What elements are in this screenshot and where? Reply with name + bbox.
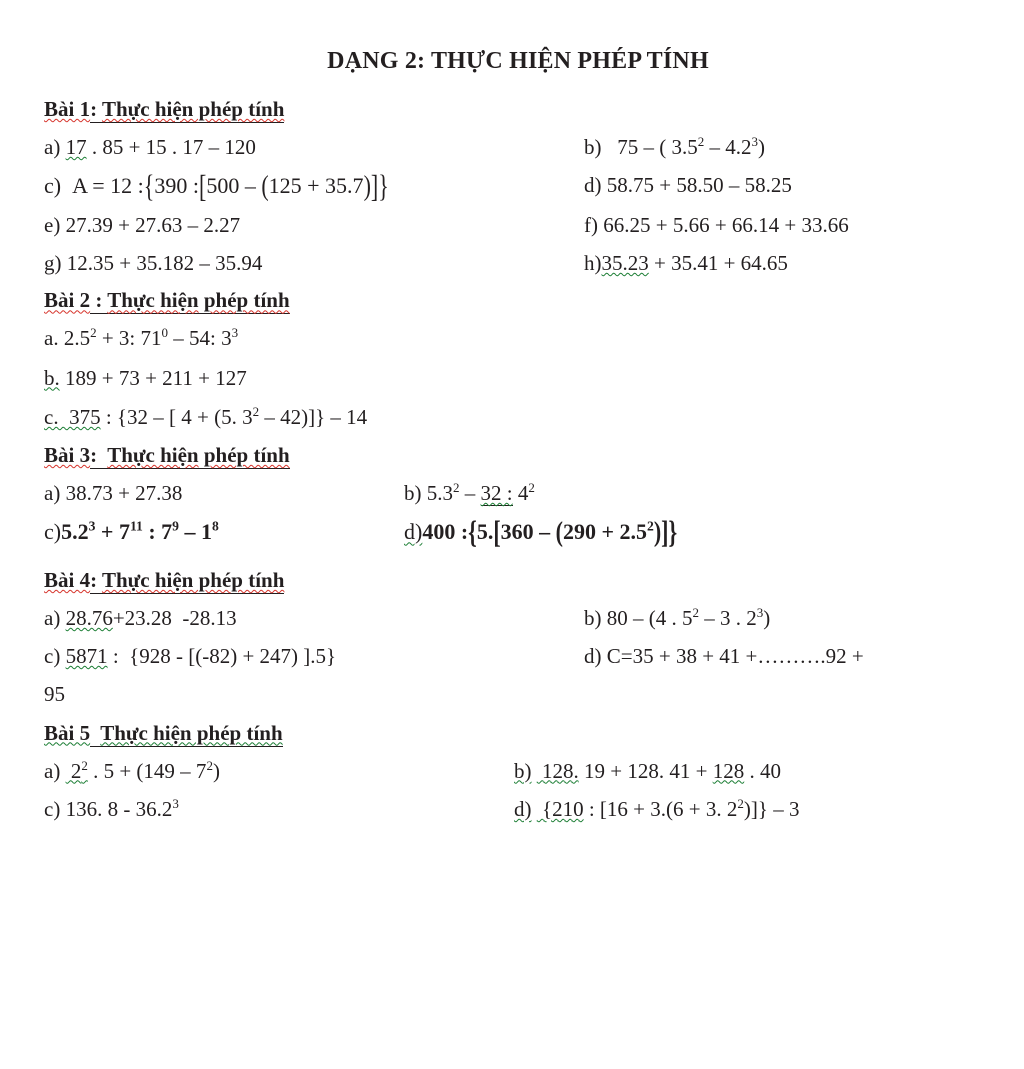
section-heading-bai-1: Bài 1: Thực hiện phép tính [44, 97, 285, 121]
item-label: a) [44, 758, 61, 783]
item-label: a. [44, 326, 59, 351]
exercise-item-3a: a) 38.73 + 27.38 [44, 481, 183, 506]
exercise-item-2b: b. 189 + 73 + 211 + 127 [44, 365, 247, 390]
section-heading-bai-4: Bài 4: Thực hiện phép tính [44, 567, 285, 592]
item-label: c) [44, 796, 61, 821]
item-label: a) [44, 605, 61, 630]
exercise-item-1f: f) 66.25 + 5.66 + 66.14 + 33.66 [584, 212, 849, 237]
exercise-item-3b: b) $5.3^2 - 32$ : $4^2$ [404, 480, 535, 506]
exercise-row [44, 796, 1010, 822]
exercise-row [44, 212, 1010, 238]
item-label: b) [584, 135, 602, 159]
item-label: d) [584, 644, 602, 669]
item-label: b. [44, 365, 60, 390]
exercise-row [44, 605, 1010, 631]
page-title: DẠNG 2: THỰC HIỆN PHÉP TÍNH [327, 48, 709, 74]
exercise-item-1h: h)35.23 + 35.41 + 64.65 [584, 251, 788, 275]
exercise-item-3d: d)400 :{5.[360 – $(290 + 2.5^2)$]} [404, 513, 678, 550]
exercise-row [44, 643, 1010, 669]
exercise-row [44, 134, 1010, 160]
exercise-item-1d: d) 58.75 + 58.50 – 58.25 [584, 173, 792, 198]
item-label: f) [584, 212, 598, 237]
item-label: d) [584, 173, 602, 198]
item-label: c. 375 [44, 404, 101, 429]
item-label: c) [44, 644, 61, 669]
exercise-row [44, 513, 1010, 550]
section-heading-bai-2: Bài 2 : Thực hiện phép tính [44, 288, 290, 313]
exercise-row [44, 480, 1010, 506]
item-label: b) [584, 605, 602, 630]
section-heading-bai-5: Bài 5 Thực hiện phép tính [44, 720, 283, 745]
item-label: d) [404, 519, 423, 545]
exercise-row [44, 250, 1010, 276]
exercise-item-4d-continued: 95 [44, 682, 65, 707]
item-label: g) [44, 251, 62, 275]
item-label: c) [44, 519, 62, 545]
exercise-item-3c: $c)5.2^3 + 7^{11}$ : $7^9 - 1^8$ [44, 519, 219, 545]
exercise-item-4b: b) 80 – (4 . $5^2 - 3$ . $2^3$) [584, 604, 771, 630]
item-label: h) [584, 251, 602, 275]
item-label: d) [514, 796, 532, 821]
exercise-item-2a: a. $2.5^2 + 3$: $71^0 - 54$: $3^3$ [44, 325, 239, 351]
item-label: b) [514, 758, 532, 783]
exercise-item-5a: a) $2^2$ . $5 + (149 - 7^2)$ [44, 757, 220, 783]
exercise-item-1e: e) 27.39 + 27.63 – 2.27 [44, 212, 241, 237]
exercise-item-4d: d) C=35 + 38 + 41 +……….92 + [584, 644, 864, 669]
item-label: a) [44, 135, 61, 159]
exercise-item-5d: d) {210 : [16 + 3.(6 + 3. $2^2)]\} - 3$ [514, 795, 800, 821]
exercise-item-5c: c) 136. 8 - 36.2$^3$ [44, 795, 179, 821]
exercise-item-1c: c) A = 12 :{390 :[500 – (125 + 35.7)]} [44, 167, 389, 204]
exercise-item-2c: c. 375 : {32 – [ 4 + (5. $3^2 - 42)]\} - 14$ [44, 403, 368, 429]
item-label: b) [404, 481, 422, 506]
item-label: e) [44, 212, 61, 237]
exercise-item-1g: g) 12.35 + 35.182 – 35.94 [44, 251, 263, 275]
exercise-item-4c: c) 5871 : {928 - [(-82) + 247) ].5} [44, 644, 337, 669]
exercise-item-4a: a) 28.76+23.28 -28.13 [44, 605, 237, 630]
exercise-row [44, 758, 1010, 784]
exercise-item-5b: b) 128. 19 + 128. 41 + 128 . 40 [514, 758, 781, 783]
item-label: c) [44, 173, 62, 199]
section-heading-bai-3: Bài 3: Thực hiện phép tính [44, 443, 290, 468]
item-label: a) [44, 481, 61, 506]
exercise-row [44, 167, 1010, 204]
exercise-item-1b: b) 75 – ( $3.5^2 - 4.2^3$) [584, 134, 766, 159]
exercise-item-1a: a) 17 . 85 + 15 . 17 – 120 [44, 135, 256, 159]
